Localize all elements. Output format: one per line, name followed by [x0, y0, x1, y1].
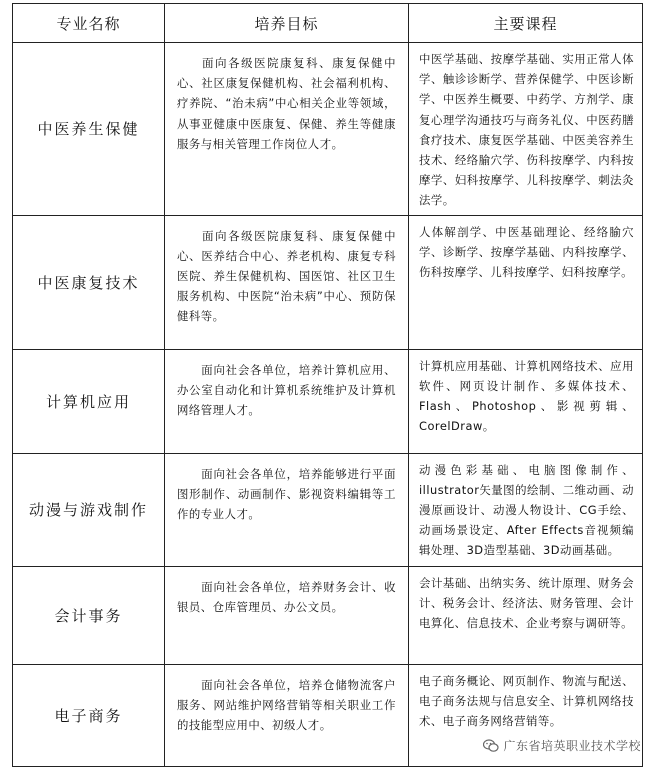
training-goal-text: 面向社会各单位，培养能够进行平面图形制作、动画制作、影视资料编辑等工作的专业人才。: [177, 466, 396, 522]
majors-table: [12, 3, 643, 767]
main-courses: 会计基础、出纳实务、统计原理、财务会计、税务会计、经济法、财务管理、会计电算化、信息技术、企业考察与调研等。: [409, 566, 643, 664]
training-goal-text: 面向各级医院康复科、康复保健中心、社区康复保健机构、社会福利机构、疗养院、“治未病”中心相关企业等领域，从事亚健康中医康复、保健、养生等健康服务与相关管理工作岗位人才。: [177, 56, 396, 151]
training-goal-text: 面向各级医院康复科、康复保健中心、医养结合中心、养老机构、康复专科医院、养生保健机构、国医馆、社区卫生服务机构、中医院“治未病”中心、预防保健科等。: [177, 228, 396, 324]
header-row: [13, 4, 643, 43]
training-goal: [165, 43, 409, 216]
major-name: 会计事务: [13, 566, 165, 664]
table-row: [13, 566, 643, 664]
major-name: 中医养生保健: [13, 43, 165, 216]
wechat-watermark: [483, 737, 641, 754]
header-major: 专业名称: [13, 4, 165, 43]
main-courses: 中医学基础、按摩学基础、实用正常人体学、触诊诊断学、营养保健学、中医诊断学、中医养生概要、中药学、方剂学、康复心理学沟通技巧与商务礼仪、中医药膳食疗技术、康复医学基础、中医美容养生技术、经络腧穴学、伤科按摩学、内科按摩学、妇科按摩学、儿科按摩学、刺法灸法学。: [409, 43, 643, 216]
header-course: 主要课程: [409, 4, 643, 43]
training-goal: [165, 453, 409, 566]
table-row: [13, 349, 643, 453]
wechat-icon: [483, 739, 499, 753]
training-goal-text: 面向社会各单位，培养计算机应用、办公室自动化和计算机系统维护及计算机网络管理人才。: [177, 362, 396, 418]
major-name: 动漫与游戏制作: [13, 453, 165, 566]
table-row: [13, 43, 643, 216]
header-goal: 培养目标: [165, 4, 409, 43]
main-courses: 计算机应用基础、计算机网络技术、应用软件、网页设计制作、多媒体技术、Flash、Photoshop、影视剪辑、CorelDraw。: [409, 349, 643, 453]
training-goal: [165, 566, 409, 664]
training-goal: [165, 349, 409, 453]
table-row: [13, 453, 643, 566]
main-courses: 动漫色彩基础、电脑图像制作、illustrator矢量图的绘制、二维动画、动漫原画设计、动漫人物设计、CG手绘、动画场景设定、After Effects音视频编辑处理、3D造型基础、3D动画基础。: [409, 453, 643, 566]
training-goal-text: 面向社会各单位，培养仓储物流客户服务、网站维护网络营销等相关职业工作的技能型应用中、初级人才。: [177, 677, 396, 733]
main-courses: 电子商务概论、网页制作、物流与配送、电子商务法规与信息安全、计算机网络技术、电子商务网络营销等。: [409, 664, 643, 766]
training-goal: [165, 664, 409, 766]
training-goal-text: 面向社会各单位，培养财务会计、收银员、仓库管理员、办公文员。: [177, 579, 396, 614]
major-name: 计算机应用: [13, 349, 165, 453]
main-courses: 人体解剖学、中医基础理论、经络腧穴学、诊断学、按摩学基础、内科按摩学、伤科按摩学、儿科按摩学、妇科按摩学。: [409, 215, 643, 349]
table-row: [13, 215, 643, 349]
training-goal: [165, 215, 409, 349]
major-name: 电子商务: [13, 664, 165, 766]
watermark-text: 广东省培英职业技术学校: [503, 739, 641, 753]
major-name: 中医康复技术: [13, 215, 165, 349]
